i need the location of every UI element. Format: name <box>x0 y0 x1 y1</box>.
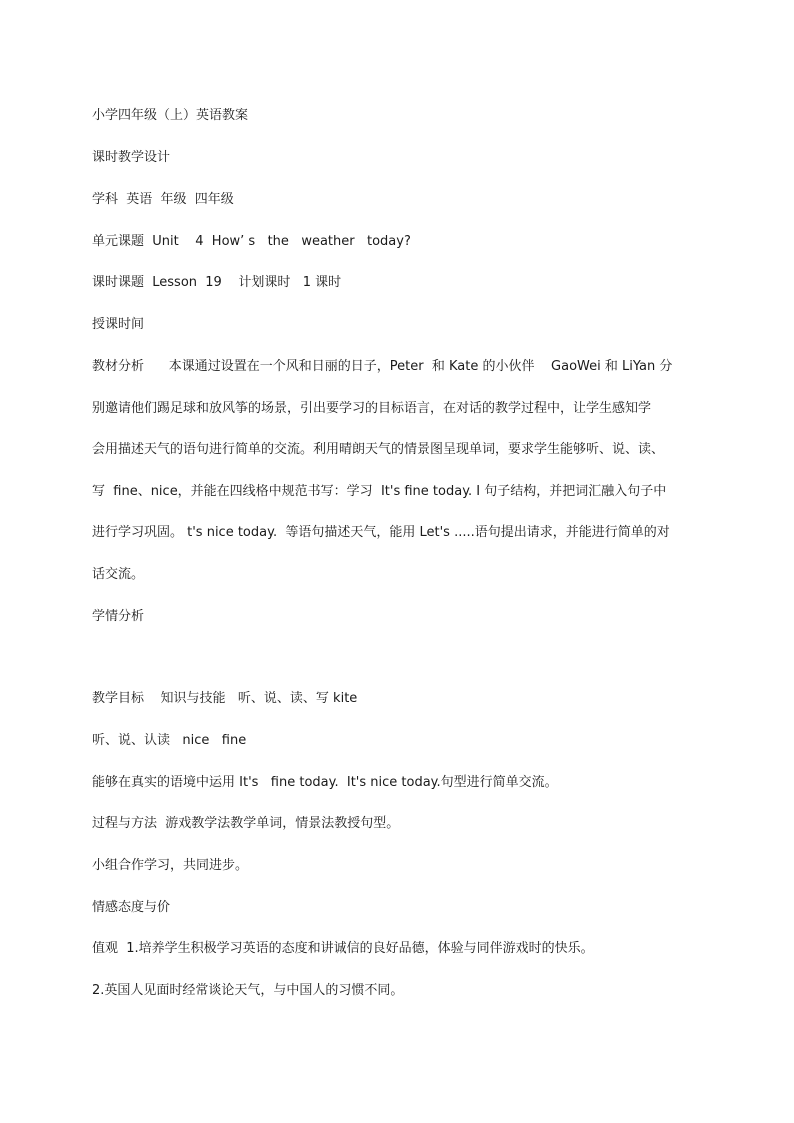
process-method-line: 过程与方法 游戏教学法教学单词，情景法教授句型。 <box>92 816 400 831</box>
student-analysis-heading: 学情分析 <box>92 609 145 624</box>
material-analysis-line-3: 会用描述天气的语句进行简单的交流。利用晴朗天气的情景图呈现单词，要求学生能够听、说、读、 <box>92 442 665 457</box>
values-line-1: 值观 1.培养学生积极学习英语的态度和讲诚信的良好品德，体验与同伴游戏时的快乐。 <box>92 941 594 956</box>
material-analysis-line-6: 话交流。 <box>92 567 145 582</box>
lesson-topic-line: 课时课题 Lesson 19 计划课时 1 课时 <box>92 275 342 290</box>
subject-grade-line: 学科 英语 年级 四年级 <box>92 192 234 207</box>
goals-listen-read-line: 听、说、认读 nice fine <box>92 733 247 748</box>
material-analysis-line-5: 进行学习巩固。 t's nice today. 等语句描述天气，能用 Let's .....语句提出请求，并能进行简单的对 <box>92 525 670 540</box>
section-heading-lesson-design: 课时教学设计 <box>92 150 171 165</box>
group-cooperation-line: 小组合作学习，共同进步。 <box>92 858 249 873</box>
document-title: 小学四年级（上）英语教案 <box>92 108 249 123</box>
goals-context-line: 能够在真实的语境中运用 It's fine today. It's nice today.句型进行简单交流。 <box>92 775 558 790</box>
unit-topic-line: 单元课题 Unit 4 How’ s the weather today? <box>92 234 411 249</box>
emotion-attitude-heading: 情感态度与价 <box>92 900 171 915</box>
teaching-time-line: 授课时间 <box>92 317 145 332</box>
material-analysis-line-2: 别邀请他们踢足球和放风筝的场景，引出要学习的目标语言，在对话的教学过程中，让学生感知学 <box>92 401 652 416</box>
values-line-2: 2.英国人见面时经常谈论天气，与中国人的习惯不同。 <box>92 983 404 998</box>
material-analysis-line-1: 教材分析 本课通过设置在一个风和日丽的日子，Peter 和 Kate 的小伙伴 GaoWei 和 LiYan 分 <box>92 359 673 374</box>
material-analysis-line-4: 写 fine、nice，并能在四线格中规范书写：学习 It's fine today. I 句子结构，并把词汇融入句子中 <box>92 484 667 499</box>
teaching-goals-line: 教学目标 知识与技能 听、说、读、写 kite <box>92 691 358 706</box>
